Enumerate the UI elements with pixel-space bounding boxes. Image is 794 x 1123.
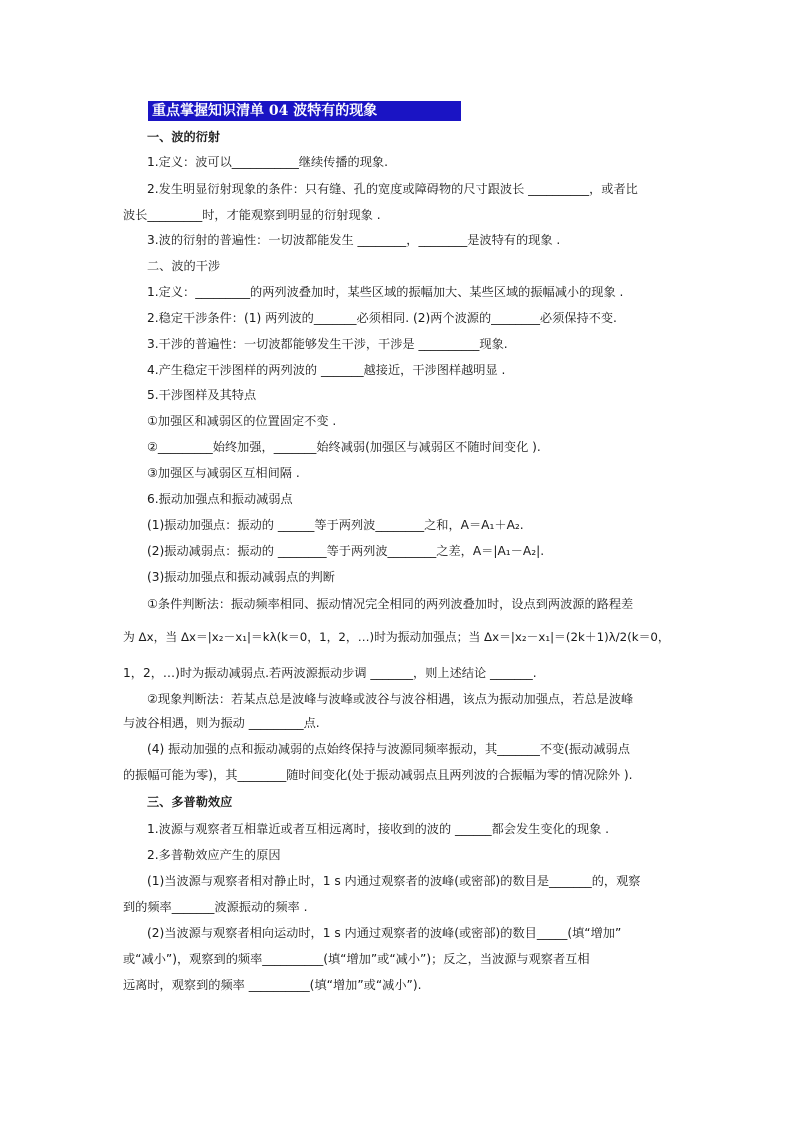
text-line: 4.产生稳定干涉图样的两列波的 _______越接近，干涉图样越明显 .	[147, 363, 506, 377]
text-line: 1.定义：波可以___________继续传播的现象.	[147, 155, 388, 169]
text-line: ②现象判断法：若某点总是波峰与波峰或波谷与波谷相遇，该点为振动加强点，若总是波峰	[147, 692, 634, 706]
text-line: (1)振动加强点：振动的 ______等于两列波________之和，A＝A₁＋A₂.	[147, 518, 524, 532]
text-line: 6.振动加强点和振动减弱点	[147, 492, 293, 506]
text-line: ③加强区与减弱区互相间隔 .	[147, 466, 300, 480]
heading-interference: 二、波的干涉	[147, 259, 221, 273]
text-line: 2.发生明显衍射现象的条件：只有缝、孔的宽度或障碍物的尺寸跟波长 __________，或者比	[147, 182, 638, 196]
text-line: 1.波源与观察者互相靠近或者互相远离时，接收到的波的 ______都会发生变化的现象 .	[147, 822, 609, 836]
heading-doppler: 三、多普勒效应	[147, 795, 233, 809]
text-line: ①条件判断法：振动频率相同、振动情况完全相同的两列波叠加时，设点到两波源的路程差	[147, 597, 634, 611]
text-line: ②_________始终加强，_______始终减弱(加强区与减弱区不随时间变化 ).	[147, 440, 541, 454]
text-line: (4) 振动加强的点和振动减弱的点始终保持与波源同频率振动，其_______不变(振动减弱点	[147, 742, 630, 756]
text-line: 1，2，…)时为振动减弱点.若两波源振动步调 _______，则上述结论 _______.	[123, 666, 537, 680]
text-line: 2.多普勒效应产生的原因	[147, 848, 281, 862]
heading-diffraction: 一、波的衍射	[147, 130, 221, 144]
text-line: (2)振动减弱点：振动的 ________等于两列波________之差，A＝|A₁－A₂|.	[147, 544, 545, 558]
section-title: 重点掌握知识清单 04 波特有的现象	[148, 101, 461, 121]
text-line: 或“减小”)，观察到的频率__________(填“增加”或“减小”)；反之，当波源与观察者互相	[123, 952, 590, 966]
text-line: (3)振动加强点和振动减弱点的判断	[147, 570, 335, 584]
text-line: 与波谷相遇，则为振动 _________点.	[123, 716, 320, 730]
text-line: 波长_________时，才能观察到明显的衍射现象 .	[123, 208, 381, 222]
text-line: (1)当波源与观察者相对静止时，1 s 内通过观察者的波峰(或密部)的数目是_______的，观察	[147, 874, 641, 888]
text-line: ①加强区和减弱区的位置固定不变 .	[147, 414, 337, 428]
text-line: 2.稳定干涉条件：(1) 两列波的_______必须相同. (2)两个波源的________必须保持不变.	[147, 311, 617, 325]
text-line: 的振幅可能为零)，其________随时间变化(处于振动减弱点且两列波的合振幅为零的情况除外 ).	[123, 768, 633, 782]
text-line: 3.干涉的普遍性：一切波都能够发生干涉，干涉是 __________现象.	[147, 337, 508, 351]
text-line: 为 Δx，当 Δx＝|x₂－x₁|＝kλ(k＝0，1，2，…)时为振动加强点；当 Δx＝|x₂－x₁|＝(2k＋1)λ/2(k＝0，	[123, 630, 670, 644]
text-line: 远离时，观察到的频率 __________(填“增加”或“减小”).	[123, 978, 422, 992]
text-line: 1.定义：_________的两列波叠加时，某些区域的振幅加大、某些区域的振幅减小的现象 .	[147, 285, 624, 299]
text-line: 5.干涉图样及其特点	[147, 388, 257, 402]
text-line: 到的频率_______波源振动的频率 .	[123, 900, 308, 914]
text-line: 3.波的衍射的普遍性：一切波都能发生 ________，________是波特有的现象 .	[147, 233, 561, 247]
text-line: (2)当波源与观察者相向运动时，1 s 内通过观察者的波峰(或密部)的数目_____(填“增加”	[147, 926, 622, 940]
